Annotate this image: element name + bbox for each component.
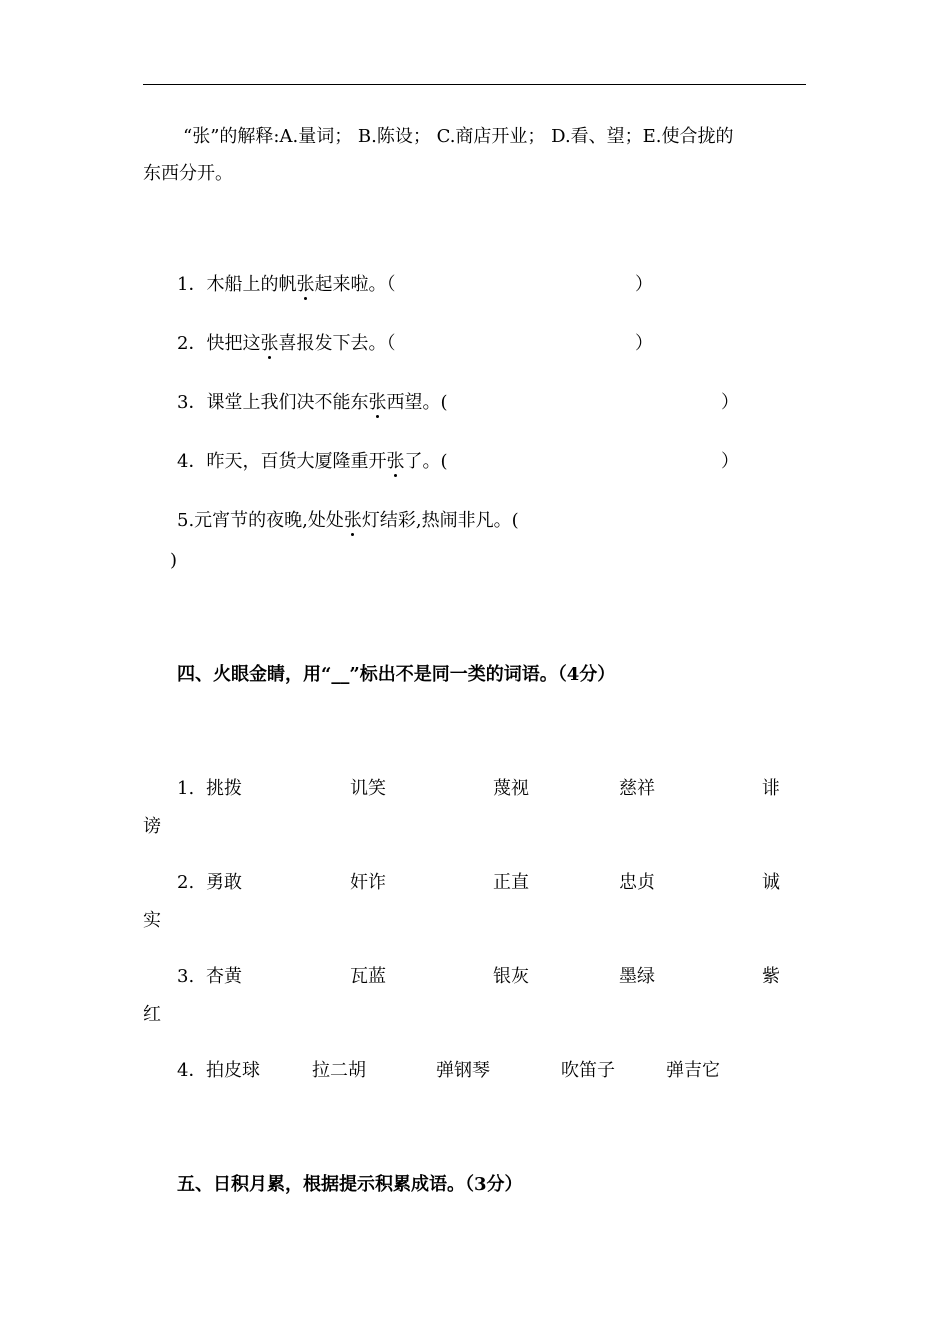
sentence-1-close: ） [635,274,653,295]
row-1-word: 慈祥 [619,778,655,799]
row-1-num: 1. [177,778,195,799]
row-1-wrap: 谤 [143,816,161,837]
row-4-word: 吹笛子 [561,1060,615,1081]
row-2-word: 正直 [493,872,529,893]
intro-line-1: “张”的解释:A.量词； B.陈设； C.商店开业； D.看、望；E.使合拢的 [183,126,734,147]
row-3-word: 紫 [762,966,780,987]
header-rule [143,84,806,85]
row-2-word: 忠贞 [619,872,655,893]
sentence-2: 2．快把这张喜报发下去。（ [177,333,396,354]
sentence-4: 4．昨天，百货大厦隆重开张了。( [177,451,448,472]
row-4-word: 拍皮球 [206,1060,260,1081]
row-3-word: 杏黄 [206,966,242,987]
row-3-wrap: 红 [143,1004,161,1025]
sentence-2-close: ） [635,333,653,354]
row-1-word: 讥笑 [350,778,386,799]
row-3-word: 瓦蓝 [350,966,386,987]
sentence-5: 5.元宵节的夜晚,处处张灯结彩,热闹非凡。( [177,510,519,531]
row-2-num: 2. [177,872,195,893]
row-2-wrap: 实 [143,910,161,931]
sentence-4-close: ） [721,451,739,472]
row-3-num: 3. [177,966,195,987]
row-2-word: 勇敢 [206,872,242,893]
section-4-title: 四、火眼金睛，用“__”标出不是同一类的词语。（4分） [177,664,616,685]
sentence-5-close: ) [170,550,178,571]
row-4-word: 拉二胡 [312,1060,366,1081]
intro-line-2: 东西分开。 [143,163,233,184]
row-1-word: 蔑视 [493,778,529,799]
row-1-word: 挑拨 [206,778,242,799]
sentence-3-close: ） [721,392,739,413]
sentence-3: 3．课堂上我们决不能东张西望。( [177,392,448,413]
row-4-word: 弹吉它 [666,1060,720,1081]
row-3-word: 银灰 [493,966,529,987]
row-3-word: 墨绿 [619,966,655,987]
section-5-title: 五、日积月累，根据提示积累成语。（3分） [177,1174,523,1195]
row-4-word: 弹钢琴 [436,1060,490,1081]
row-2-word: 奸诈 [350,872,386,893]
row-2-word: 诚 [762,872,780,893]
row-4-num: 4． [177,1060,207,1081]
sentence-1: 1．木船上的帆张起来啦。（ [177,274,396,295]
row-1-word: 诽 [762,778,780,799]
